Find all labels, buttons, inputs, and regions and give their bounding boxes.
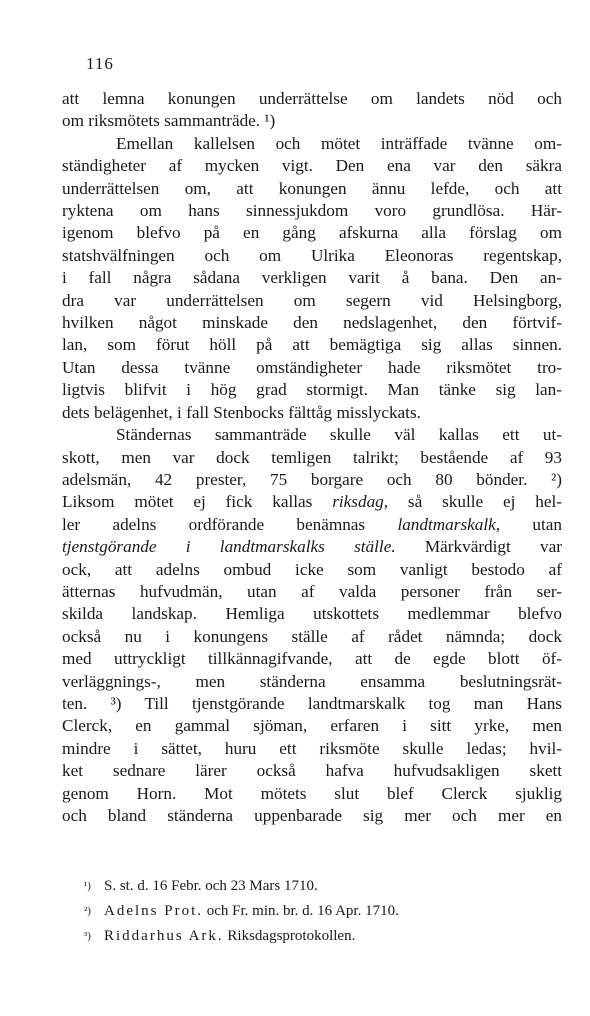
italic-term: tjenstgörande i landtmarskalks ställe.: [62, 537, 396, 557]
text-line: [62, 491, 562, 513]
italic-term: landtmarskalk,: [397, 514, 501, 534]
text-line: Clerck, en gammal sjöman, erfaren i sitt yrke, men: [62, 716, 562, 736]
footnote-text: och Fr. min. br. d. 16 Apr. 1710.: [203, 903, 399, 919]
body-text: [62, 88, 562, 827]
text-line: dets belägenhet, i fall Stenbocks fälttåg misslyckats.: [62, 402, 421, 422]
text-line: också nu i konungens ställe af rådet nämnda; dock: [62, 626, 562, 646]
italic-term: riksdag,: [332, 492, 389, 512]
footnote-source: Adelns Prot.: [104, 903, 203, 919]
text-line: statshvälfningen och om Ulrika Eleonoras regentskap,: [62, 245, 562, 265]
text-line: och bland ständerna uppenbarade sig mer och mer en: [62, 806, 562, 825]
text-line: att lemna konungen underrättelse om landets nöd och: [62, 89, 562, 108]
text-line: Ständernas sammanträde skulle väl kallas ett ut-: [116, 425, 562, 445]
footnote-mark: ¹): [84, 880, 91, 892]
text-line: i fall några sådana verkligen varit å bana. Den an-: [62, 268, 562, 288]
footnote-text: S. st. d. 16 Febr. och 23 Mars 1710.: [104, 878, 318, 894]
text-line: om riksmötets sammanträde. ¹): [62, 111, 276, 131]
text-line: ten. ³) Till tjenstgörande landtmarskalk tog man Hans: [62, 693, 562, 713]
text-line: med uttryckligt tillkännagifvande, att de egde blott öf-: [62, 649, 562, 669]
text-line: skott, men var dock temligen talrikt; bestående af 93: [62, 447, 562, 467]
text-line: ständigheter af mycken vigt. Den ena var den säkra: [62, 156, 562, 176]
text-line: ligtvis blifvit i hög grad stormigt. Man tänke sig lan-: [62, 380, 562, 400]
text-run: ler adelns ordförande benämnas: [62, 514, 398, 534]
text-line: Emellan kallelsen och mötet inträffade tvänne om-: [116, 133, 562, 153]
footnote-mark: ³): [84, 930, 91, 942]
footnote: [84, 899, 544, 924]
page-number: 116: [86, 54, 114, 73]
text-line: ock, att adelns ombud icke som vanligt bestodo af: [62, 559, 562, 579]
text-line: [62, 514, 562, 536]
footnote-text: Riksdagsprotokollen.: [223, 928, 356, 944]
footnote: [84, 924, 544, 949]
text-line: ätternas hufvudmän, utan af valda personer från ser-: [62, 581, 562, 601]
text-line: ryktena om hans sinnessjukdom voro grundlösa. Här-: [62, 201, 562, 221]
footnote-source: Riddarhus Ark.: [104, 928, 224, 944]
text-line: Utan dessa tvänne omständigheter hade riksmötet tro-: [62, 357, 562, 377]
text-line: genom Horn. Mot mötets slut blef Clerck sjuklig: [62, 783, 562, 803]
text-line: igenom blefvo på en gång afskurna alla förslag om: [62, 223, 562, 243]
text-run: Märkvärdigt var: [395, 537, 562, 557]
footnotes: [84, 874, 544, 949]
footnote: [84, 874, 544, 899]
text-line: skilda landskap. Hemliga utskottets medlemmar blefvo: [62, 604, 562, 624]
text-line: ket sednare lärer också hafva hufvudsakligen skett: [62, 761, 562, 781]
text-line: [62, 536, 562, 558]
text-line: lan, som förut höll på att bemägtiga sig allas sinnen.: [62, 335, 562, 355]
text-line: hvilken något minskade den nedslagenhet, den förtvif-: [62, 313, 562, 333]
text-run: så skulle ej hel-: [388, 492, 562, 512]
text-line: adelsmän, 42 prester, 75 borgare och 80 bönder. ²): [62, 469, 562, 489]
footnote-mark: ²): [84, 905, 91, 917]
text-line: mindre i sättet, huru ett riksmöte skulle ledas; hvil-: [62, 738, 562, 758]
text-line: verläggnings-, men ständerna ensamma beslutningsrät-: [62, 671, 562, 691]
text-run: utan: [500, 514, 562, 534]
text-run: Liksom mötet ej fick kallas: [62, 492, 333, 512]
text-line: underrättelsen om, att konungen ännu lefde, och att: [62, 178, 562, 198]
text-line: dra var underrättelsen om segern vid Helsingborg,: [62, 290, 562, 310]
